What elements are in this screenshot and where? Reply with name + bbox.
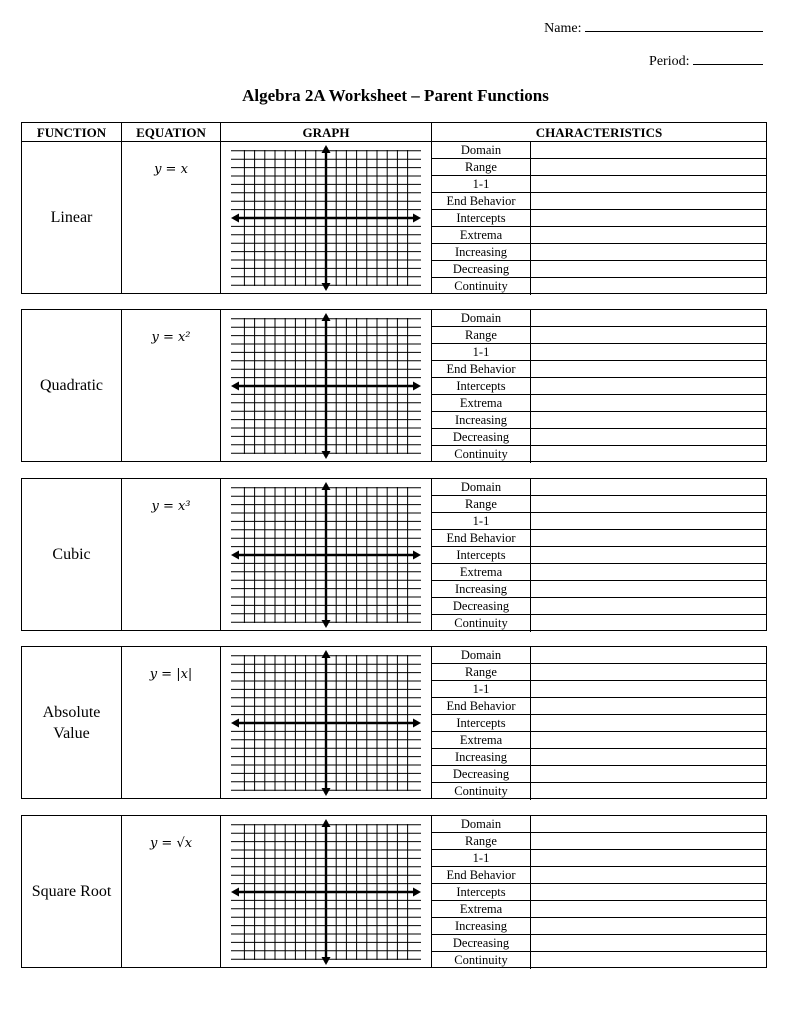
characteristic-label: Increasing [432, 412, 531, 429]
characteristic-answer-blank[interactable] [531, 193, 766, 209]
characteristic-label: 1-1 [432, 681, 531, 698]
characteristic-label: End Behavior [432, 698, 531, 715]
characteristic-label: Intercepts [432, 715, 531, 732]
characteristic-row [432, 884, 766, 901]
characteristic-answer-blank[interactable] [531, 749, 766, 765]
characteristic-label: End Behavior [432, 530, 531, 547]
characteristic-row [432, 159, 766, 176]
function-row [21, 646, 767, 799]
coordinate-grid[interactable] [231, 145, 421, 291]
characteristic-answer-blank[interactable] [531, 378, 766, 394]
function-name: Absolute Value [22, 647, 122, 798]
characteristic-row [432, 816, 766, 833]
characteristic-row [432, 581, 766, 598]
characteristics-cell [432, 816, 766, 967]
characteristic-answer-blank[interactable] [531, 952, 766, 968]
characteristic-answer-blank[interactable] [531, 244, 766, 260]
characteristic-label: Domain [432, 479, 531, 496]
characteristic-row [432, 513, 766, 530]
column-header-function: FUNCTION [22, 123, 122, 142]
function-equation: y = x² [122, 310, 221, 461]
function-name: Square Root [22, 816, 122, 967]
characteristic-row [432, 783, 766, 800]
period-blank[interactable] [693, 52, 763, 65]
characteristic-label: Range [432, 327, 531, 344]
characteristics-cell [432, 647, 766, 798]
characteristic-answer-blank[interactable] [531, 698, 766, 714]
y-axis-down-arrow [322, 283, 331, 291]
characteristic-row [432, 901, 766, 918]
characteristic-row [432, 496, 766, 513]
characteristic-label: Continuity [432, 783, 531, 800]
characteristic-answer-blank[interactable] [531, 715, 766, 731]
characteristic-row [432, 698, 766, 715]
characteristic-label: Extrema [432, 227, 531, 244]
characteristic-label: End Behavior [432, 361, 531, 378]
function-equation: y = |x| [122, 647, 221, 798]
coordinate-grid[interactable] [231, 482, 421, 628]
characteristic-answer-blank[interactable] [531, 884, 766, 900]
characteristic-row [432, 395, 766, 412]
characteristic-answer-blank[interactable] [531, 261, 766, 277]
characteristic-answer-blank[interactable] [531, 598, 766, 614]
graph-cell[interactable] [221, 310, 432, 461]
x-axis-left-arrow [231, 719, 239, 728]
function-name: Cubic [22, 479, 122, 630]
characteristic-answer-blank[interactable] [531, 564, 766, 580]
coordinate-grid[interactable] [231, 819, 421, 965]
characteristic-label: Extrema [432, 395, 531, 412]
characteristic-label: Intercepts [432, 210, 531, 227]
characteristic-row [432, 918, 766, 935]
characteristic-label: Intercepts [432, 884, 531, 901]
characteristic-label: End Behavior [432, 193, 531, 210]
characteristic-label: Domain [432, 816, 531, 833]
characteristic-answer-blank[interactable] [531, 783, 766, 799]
x-axis-right-arrow [413, 888, 421, 897]
characteristic-answer-blank[interactable] [531, 344, 766, 360]
characteristic-row [432, 479, 766, 496]
characteristic-row [432, 278, 766, 295]
characteristic-answer-blank[interactable] [531, 664, 766, 680]
characteristic-answer-blank[interactable] [531, 278, 766, 294]
y-axis-down-arrow [322, 788, 331, 796]
characteristic-label: Range [432, 664, 531, 681]
characteristic-answer-blank[interactable] [531, 647, 766, 663]
characteristic-answer-blank[interactable] [531, 918, 766, 934]
x-axis-right-arrow [413, 214, 421, 223]
function-row [21, 478, 767, 631]
coordinate-grid[interactable] [231, 650, 421, 796]
period-label: Period: [649, 54, 690, 69]
x-axis-right-arrow [413, 719, 421, 728]
characteristic-label: Continuity [432, 278, 531, 295]
characteristic-label: Decreasing [432, 429, 531, 446]
characteristic-answer-blank[interactable] [531, 412, 766, 428]
y-axis-down-arrow [322, 957, 331, 965]
characteristic-label: Increasing [432, 244, 531, 261]
characteristic-label: Domain [432, 647, 531, 664]
characteristic-answer-blank[interactable] [531, 176, 766, 192]
y-axis-down-arrow [322, 620, 331, 628]
characteristic-label: Increasing [432, 918, 531, 935]
characteristic-row [432, 867, 766, 884]
characteristic-row [432, 664, 766, 681]
characteristic-answer-blank[interactable] [531, 732, 766, 748]
characteristic-row [432, 715, 766, 732]
characteristic-row [432, 193, 766, 210]
function-row [21, 815, 767, 968]
characteristic-answer-blank[interactable] [531, 581, 766, 597]
characteristic-label: 1-1 [432, 850, 531, 867]
characteristic-row [432, 210, 766, 227]
characteristic-label: Range [432, 833, 531, 850]
characteristic-row [432, 429, 766, 446]
y-axis-up-arrow [322, 482, 331, 490]
characteristic-row [432, 176, 766, 193]
characteristic-answer-blank[interactable] [531, 547, 766, 563]
characteristics-cell [432, 479, 766, 630]
x-axis-left-arrow [231, 382, 239, 391]
characteristic-answer-blank[interactable] [531, 935, 766, 951]
name-field-line [544, 19, 763, 37]
characteristic-label: Decreasing [432, 935, 531, 952]
characteristic-label: Decreasing [432, 766, 531, 783]
characteristic-label: Continuity [432, 615, 531, 632]
characteristic-row [432, 310, 766, 327]
x-axis-left-arrow [231, 888, 239, 897]
characteristic-row [432, 446, 766, 463]
characteristic-row [432, 952, 766, 969]
column-header-row [21, 122, 767, 142]
characteristic-row [432, 378, 766, 395]
characteristic-row [432, 749, 766, 766]
characteristic-answer-blank[interactable] [531, 446, 766, 462]
characteristic-label: Domain [432, 142, 531, 159]
characteristic-answer-blank[interactable] [531, 901, 766, 917]
characteristic-answer-blank[interactable] [531, 327, 766, 343]
characteristic-row [432, 244, 766, 261]
graph-cell[interactable] [221, 647, 432, 798]
period-field-line [649, 52, 763, 70]
characteristic-label: Range [432, 159, 531, 176]
characteristic-row [432, 732, 766, 749]
characteristic-label: Intercepts [432, 547, 531, 564]
y-axis-down-arrow [322, 451, 331, 459]
function-equation: y = x [122, 142, 221, 293]
characteristic-label: Domain [432, 310, 531, 327]
x-axis-left-arrow [231, 214, 239, 223]
x-axis-left-arrow [231, 551, 239, 560]
x-axis-right-arrow [413, 382, 421, 391]
graph-cell[interactable] [221, 142, 432, 293]
y-axis-up-arrow [322, 650, 331, 658]
column-header-graph: GRAPH [221, 123, 432, 142]
characteristic-answer-blank[interactable] [531, 530, 766, 546]
characteristic-label: End Behavior [432, 867, 531, 884]
characteristic-label: 1-1 [432, 513, 531, 530]
characteristic-row [432, 681, 766, 698]
characteristic-answer-blank[interactable] [531, 615, 766, 631]
characteristic-answer-blank[interactable] [531, 227, 766, 243]
characteristic-row [432, 850, 766, 867]
characteristic-row [432, 564, 766, 581]
characteristic-label: Continuity [432, 446, 531, 463]
characteristic-row [432, 261, 766, 278]
characteristics-cell [432, 142, 766, 293]
characteristic-answer-blank[interactable] [531, 850, 766, 866]
coordinate-grid[interactable] [231, 313, 421, 459]
characteristic-answer-blank[interactable] [531, 142, 766, 158]
y-axis-up-arrow [322, 145, 331, 153]
characteristic-label: Decreasing [432, 598, 531, 615]
characteristic-answer-blank[interactable] [531, 867, 766, 883]
function-name: Quadratic [22, 310, 122, 461]
graph-cell[interactable] [221, 479, 432, 630]
x-axis-right-arrow [413, 551, 421, 560]
function-equation: y = √x [122, 816, 221, 967]
function-name: Linear [22, 142, 122, 293]
page-title: Algebra 2A Worksheet – Parent Functions [242, 86, 549, 105]
characteristic-answer-blank[interactable] [531, 479, 766, 495]
graph-cell[interactable] [221, 816, 432, 967]
name-label: Name: [544, 21, 582, 36]
characteristic-row [432, 833, 766, 850]
characteristic-row [432, 530, 766, 547]
characteristic-label: Decreasing [432, 261, 531, 278]
characteristic-row [432, 647, 766, 664]
characteristic-row [432, 547, 766, 564]
characteristic-row [432, 412, 766, 429]
characteristic-answer-blank[interactable] [531, 429, 766, 445]
characteristic-label: 1-1 [432, 176, 531, 193]
characteristic-label: Intercepts [432, 378, 531, 395]
characteristic-label: Range [432, 496, 531, 513]
characteristic-label: Extrema [432, 901, 531, 918]
column-header-characteristics: CHARACTERISTICS [535, 125, 663, 140]
characteristic-answer-blank[interactable] [531, 766, 766, 782]
characteristic-row [432, 142, 766, 159]
characteristic-label: Extrema [432, 564, 531, 581]
function-equation: y = x³ [122, 479, 221, 630]
characteristic-label: Increasing [432, 581, 531, 598]
characteristic-answer-blank[interactable] [531, 210, 766, 226]
characteristic-row [432, 227, 766, 244]
characteristic-row [432, 766, 766, 783]
characteristic-row [432, 935, 766, 952]
characteristic-answer-blank[interactable] [531, 159, 766, 175]
characteristic-row [432, 615, 766, 632]
characteristic-answer-blank[interactable] [531, 513, 766, 529]
name-blank[interactable] [585, 19, 763, 32]
function-row [21, 141, 767, 294]
characteristic-row [432, 361, 766, 378]
characteristic-row [432, 598, 766, 615]
characteristic-row [432, 344, 766, 361]
function-row [21, 309, 767, 462]
characteristic-row [432, 327, 766, 344]
characteristic-answer-blank[interactable] [531, 496, 766, 512]
y-axis-up-arrow [322, 819, 331, 827]
characteristic-answer-blank[interactable] [531, 361, 766, 377]
characteristic-label: 1-1 [432, 344, 531, 361]
characteristic-label: Increasing [432, 749, 531, 766]
characteristic-answer-blank[interactable] [531, 681, 766, 697]
characteristic-label: Extrema [432, 732, 531, 749]
characteristics-cell [432, 310, 766, 461]
characteristic-answer-blank[interactable] [531, 310, 766, 326]
characteristic-answer-blank[interactable] [531, 816, 766, 832]
characteristic-answer-blank[interactable] [531, 395, 766, 411]
y-axis-up-arrow [322, 313, 331, 321]
column-header-equation: EQUATION [122, 123, 221, 142]
characteristic-answer-blank[interactable] [531, 833, 766, 849]
characteristic-label: Continuity [432, 952, 531, 969]
